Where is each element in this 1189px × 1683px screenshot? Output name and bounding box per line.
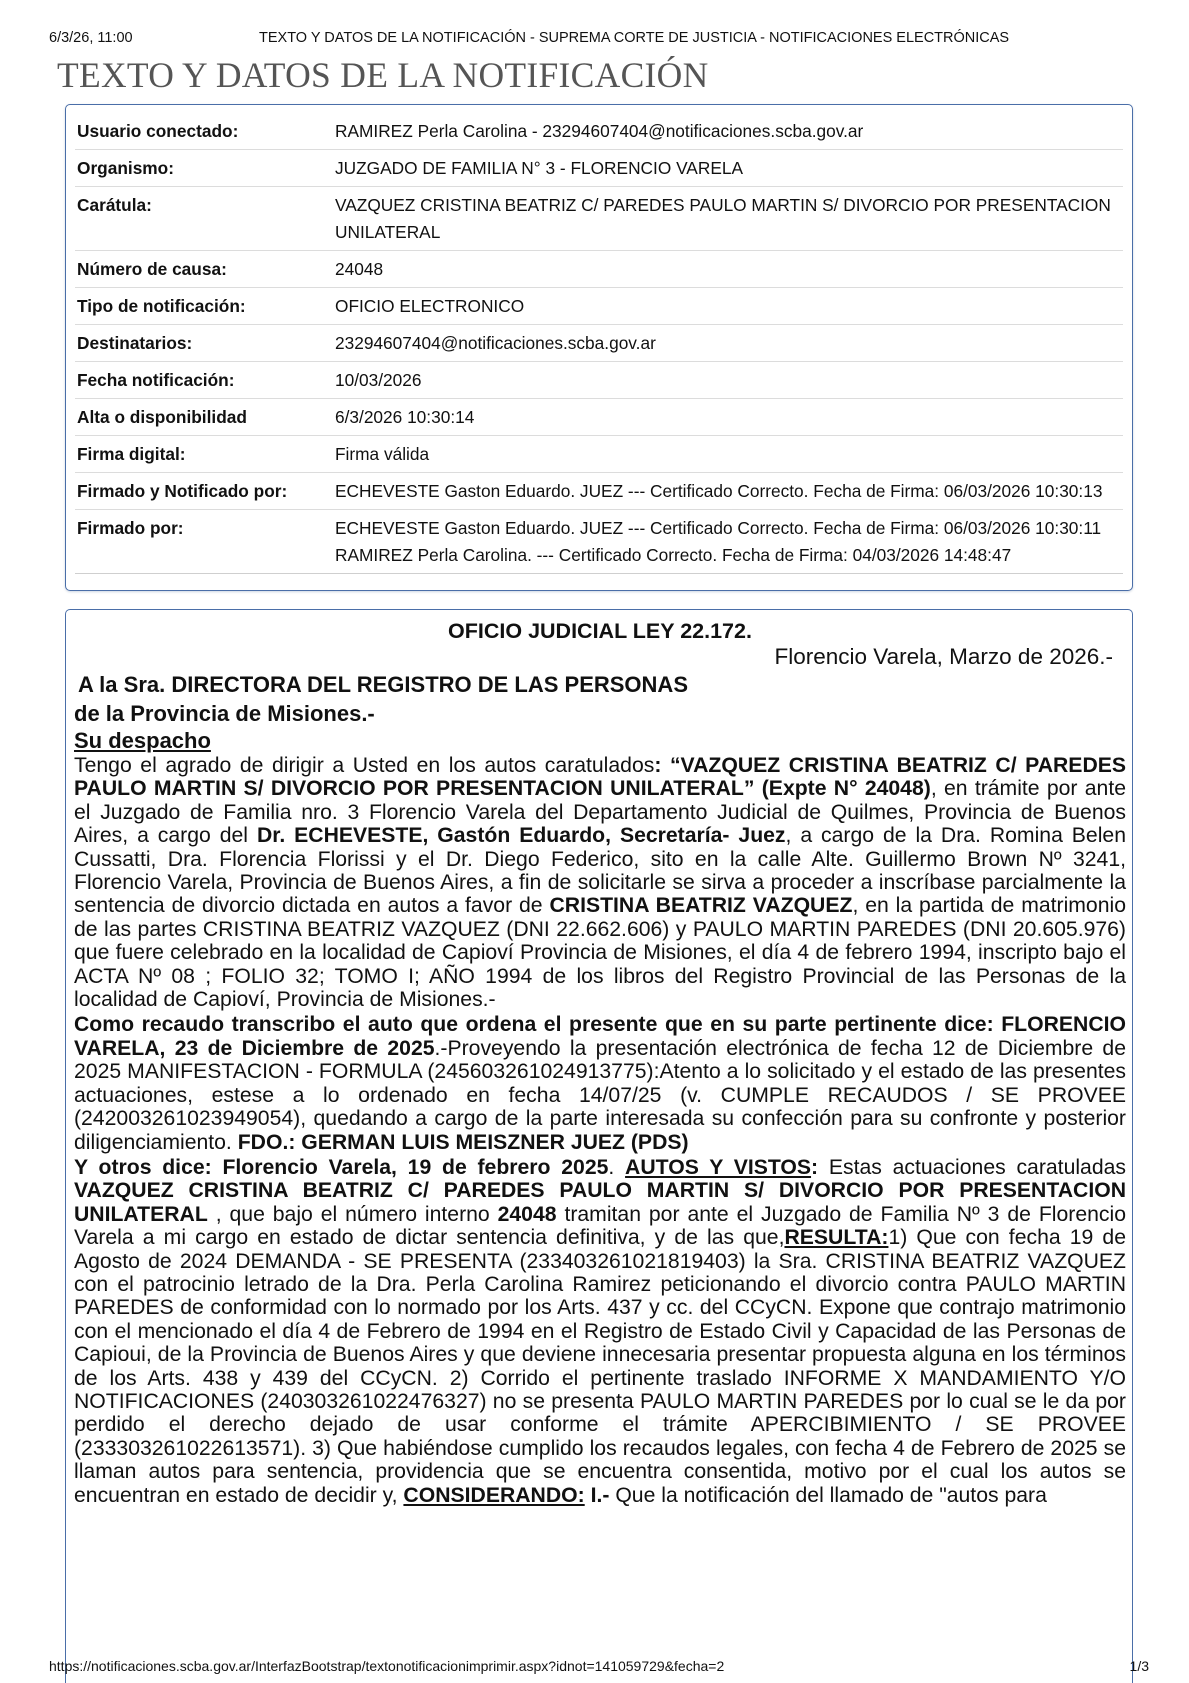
notification-info-panel bbox=[65, 104, 1133, 591]
info-label: Tipo de notificación: bbox=[75, 288, 333, 325]
info-row-firmado-por bbox=[75, 510, 1123, 574]
info-row-numero-causa bbox=[75, 251, 1123, 288]
info-label: Usuario conectado: bbox=[75, 113, 333, 150]
bold-underline-run: CONSIDERANDO: bbox=[403, 1483, 585, 1507]
text-run: , en la partida de matrimonio de las partes CRISTINA BEATRIZ VAZQUEZ (DNI 22.662.606) y PAULO MARTIN PAREDES (DNI 20.605.976) que fuere celebrado en la localidad de Capioví Provincia de Misiones, el día 4 de febrero 1994, inscripto bajo el ACTA Nº 08 ; FOLIO 32; TOMO I; AÑO 1994 de los libros del Registro Provincial de las Personas de la localidad de Capioví, Provincia de Misiones.- bbox=[74, 894, 1126, 1012]
bold-run: : bbox=[811, 1155, 819, 1179]
text-run: , en trámite por ante el Juzgado de Familia nro. 3 Florencio Varela del Departamento Judicial de Quilmes, Provincia de Buenos Aires, a cargo del bbox=[74, 777, 1126, 848]
info-label: Número de causa: bbox=[75, 251, 333, 288]
bold-run: Y otros dice: Florencio Varela, 19 de febrero 2025 bbox=[74, 1155, 609, 1179]
print-header bbox=[49, 30, 1149, 48]
text-run: . bbox=[608, 1155, 626, 1179]
bold-run: I.- bbox=[590, 1483, 610, 1507]
document-su-despacho: Su despacho bbox=[74, 728, 211, 753]
info-row-alta bbox=[75, 399, 1123, 436]
info-row-organismo bbox=[75, 150, 1123, 187]
text-run: 1) Que con fecha 19 de Agosto de 2024 DEMANDA - SE PRESENTA (23340326102181940​3) la Sra. CRISTINA BEATRIZ VAZQUEZ con el patrocinio letrado de la Dra. Perla Carolina Ramirez peticionando el divorcio contra PAULO MARTIN PAREDES de conformidad con lo normado por los Arts. 437 y cc. del CCyCN. Expone que contrajo matrimonio con el mencionado el día 4 de Febrero de 1994 en el Registro de Estado Civil y Capacidad de las Personas de Capioui, de la Provincia de Buenos Aires y que deviene innecesaria presentar propuesta alguna en los términos de los Arts. 438 y 439 del CCyCN. 2) Corrido el pertinente traslado INFORME X MANDAMIENTO Y/O NOTIFICACIONES (240303261022476327) no se presenta PAULO MARTIN PAREDES por lo cual se le da por perdido el derecho dejado de usar conforme el trámite APERCIBIMIENTO / SE PROVEE (233303261022613571). 3) Que habiéndose cumplido los recaudos legales, con fecha 4 de Febrero de 2025 se llaman autos para sentencia, providencia que se encuentra consentida, motivo por el cual los autos se encuentran en estado de decidir y, bbox=[74, 1226, 1126, 1507]
document-body bbox=[74, 618, 1126, 1509]
info-value: 23294607404@notificaciones.scba.gov.ar bbox=[333, 325, 1123, 362]
info-row-usuario bbox=[75, 113, 1123, 150]
document-paragraph-2 bbox=[74, 1013, 1126, 1153]
text-run: Estas actuaciones caratuladas bbox=[818, 1155, 1127, 1179]
print-datetime: 6/3/26, 11:00 bbox=[49, 30, 133, 46]
info-row-fecha-notificacion bbox=[75, 362, 1123, 399]
info-value: 10/03/2026 bbox=[333, 362, 1123, 399]
bold-underline-run: RESULTA: bbox=[784, 1226, 889, 1250]
bold-run: CRISTINA BEATRIZ VAZQUEZ bbox=[549, 894, 853, 918]
info-row-tipo-notificacion bbox=[75, 288, 1123, 325]
info-label: Destinatarios: bbox=[75, 325, 333, 362]
print-page-number: 1/3 bbox=[1129, 1658, 1149, 1674]
text-run: , que bajo el número interno bbox=[207, 1202, 498, 1226]
document-addressee-line-1: A la Sra. DIRECTORA DEL REGISTRO DE LAS PERSONAS bbox=[78, 672, 688, 697]
info-row-firmado-notificado bbox=[75, 473, 1123, 510]
bold-run: : “VAZQUEZ CRISTINA BEATRIZ C/ PAREDES PAULO MARTIN S/ DIVORCIO POR PRESENTACION UNILATERAL” (Expte N° 24048) bbox=[74, 754, 1127, 801]
info-value: 6/3/2026 10:30:14 bbox=[333, 399, 1123, 436]
info-label: Firmado y Notificado por: bbox=[75, 473, 333, 510]
info-label: Firmado por: bbox=[75, 510, 333, 574]
text-run: , a cargo de la Dra. Romina Belen Cussatti, Dra. Florencia Florissi y el Dr. Diego Federico, sito en la calle Alte. Guillermo Brown Nº 3241, Florencio Varela, Provincia de Buenos Aires, a fin de solicitarle se sirva a proceder a inscríbase parcialmente la sentencia de divorcio dictada en autos a favor de bbox=[74, 824, 1126, 918]
text-run: Tengo el agrado de dirigir a Usted en los autos caratulados bbox=[74, 754, 655, 777]
bold-run: Como recaudo transcribo el auto que ordena el presente que en su parte pertinente dice: FLORENCIO VARELA, 23 de Diciembre de 2025 bbox=[74, 1013, 1126, 1060]
bold-underline-run: AUTOS Y VISTOS bbox=[625, 1155, 812, 1179]
bold-run: 24048 bbox=[497, 1202, 557, 1226]
document-title: OFICIO JUDICIAL LEY 22.172. bbox=[448, 619, 752, 643]
info-value: Firma válida bbox=[333, 436, 1123, 473]
notification-info-table bbox=[75, 113, 1123, 574]
text-run: tramitan por ante el Juzgado de Familia Nº 3 de Florencio Varela a mi cargo en estado de dictar sentencia definitiva, y de las que, bbox=[74, 1202, 1126, 1250]
bold-run: FDO.: GERMAN LUIS MEISZNER JUEZ (PDS) bbox=[237, 1130, 689, 1154]
info-row-destinatarios bbox=[75, 325, 1123, 362]
text-run: Que la notificación del llamado de "autos para bbox=[609, 1483, 1047, 1507]
info-value: JUZGADO DE FAMILIA N° 3 - FLORENCIO VARELA bbox=[333, 150, 1123, 187]
info-value: ECHEVESTE Gaston Eduardo. JUEZ --- Certificado Correcto. Fecha de Firma: 06/03/2026 10:30:13 bbox=[333, 473, 1123, 510]
notification-document-panel bbox=[65, 609, 1133, 1683]
info-value: OFICIO ELECTRONICO bbox=[333, 288, 1123, 325]
info-label: Fecha notificación: bbox=[75, 362, 333, 399]
print-url: https://notificaciones.scba.gov.ar/InterfazBootstrap/textonotificacionimprimir.aspx?idnot=141059729&fecha=2 bbox=[49, 1658, 725, 1674]
document-addressee-line-2: de la Provincia de Misiones.- bbox=[74, 701, 375, 726]
info-value: 24048 bbox=[333, 251, 1123, 288]
info-value: VAZQUEZ CRISTINA BEATRIZ C/ PAREDES PAULO MARTIN S/ DIVORCIO POR PRESENTACION UNILATERAL bbox=[333, 187, 1123, 251]
text-run: .-Proveyendo la presentación electrónica de fecha 12 de Diciembre de 2025 MANIFESTACION - FORMULA (245603261024913775):Atento a lo solicitado y el estado de las presentes actuaciones, estese a lo ordenado en fecha 14/07/25 (v. CUMPLE RECAUDOS / SE PROVEE (242003261023949054), quedando a cargo de la parte interesada su confección para su confronte y posterior diligenciamiento. bbox=[74, 1036, 1126, 1154]
info-row-caratula bbox=[75, 187, 1123, 251]
info-label: Alta o disponibilidad bbox=[75, 399, 333, 436]
document-paragraph-3 bbox=[74, 1156, 1126, 1507]
page-title: TEXTO Y DATOS DE LA NOTIFICACIÓN bbox=[57, 55, 709, 95]
bold-run: VAZQUEZ CRISTINA BEATRIZ C/ PAREDES PAULO MARTIN S/ DIVORCIO POR PRESENTACION UNILATERAL bbox=[74, 1179, 1126, 1226]
print-page-title: TEXTO Y DATOS DE LA NOTIFICACIÓN - SUPREMA CORTE DE JUSTICIA - NOTIFICACIONES ELECTRÓNICAS bbox=[259, 30, 1010, 46]
info-label: Firma digital: bbox=[75, 436, 333, 473]
info-label: Carátula: bbox=[75, 187, 333, 251]
bold-run: Dr. ECHEVESTE, Gastón Eduardo, Secretaría- Juez bbox=[256, 824, 786, 848]
info-row-firma-digital bbox=[75, 436, 1123, 473]
info-value: ECHEVESTE Gaston Eduardo. JUEZ --- Certificado Correcto. Fecha de Firma: 06/03/2026 10:30:11 RAMIREZ Perla Carolina. --- Certificado Correcto. Fecha de Firma: 04/03/2026 14:48:47 bbox=[333, 510, 1123, 574]
info-label: Organismo: bbox=[75, 150, 333, 187]
info-value: RAMIREZ Perla Carolina - 23294607404@notificaciones.scba.gov.ar bbox=[333, 113, 1123, 150]
document-place-date: Florencio Varela, Marzo de 2026.- bbox=[774, 644, 1113, 669]
document-paragraph-1 bbox=[74, 754, 1126, 1011]
